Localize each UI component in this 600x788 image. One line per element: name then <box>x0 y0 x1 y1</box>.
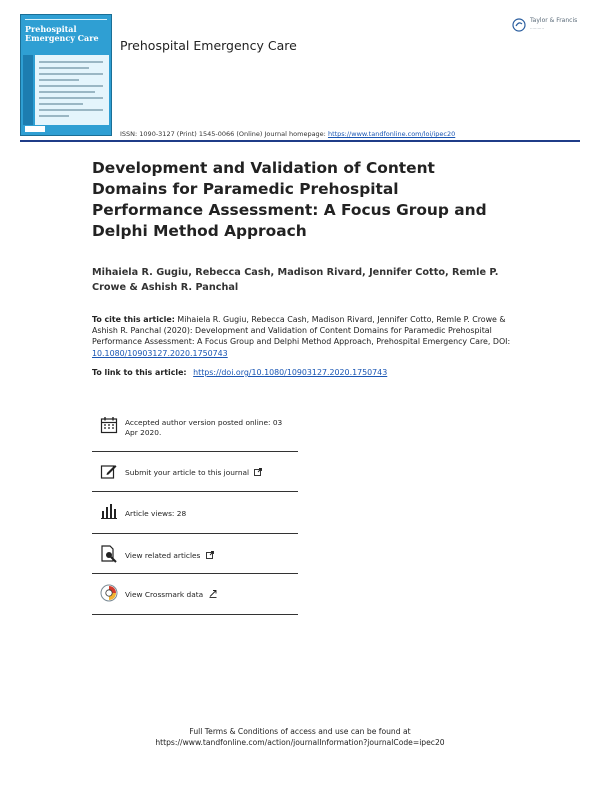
cover-title-line1: Prehospital <box>25 24 77 34</box>
article-info-list <box>92 408 298 615</box>
edit-icon <box>100 462 118 480</box>
related-articles-link[interactable] <box>125 551 297 561</box>
list-item-accepted <box>92 408 298 452</box>
cover-top-rule <box>25 19 107 23</box>
external-link-icon <box>254 468 262 476</box>
header-divider <box>20 140 580 142</box>
footer-terms-url[interactable]: https://www.tandfonline.com/action/journalInformation?journalCode=ipec20 <box>155 738 445 747</box>
list-item-related[interactable] <box>92 534 298 574</box>
cover-publisher-mark <box>25 126 45 132</box>
crossmark-label: View Crossmark data <box>125 590 204 599</box>
submit-article-link[interactable] <box>125 468 297 478</box>
footer <box>0 726 600 748</box>
related-articles-label: View related articles <box>125 551 201 560</box>
article-link-line <box>92 368 387 377</box>
citation-text: Mihaiela R. Gugiu, Rebecca Cash, Madison Rivard, Jennifer Cotto, Remle P. Crowe & Ashish R. Panchal (2020): Development and Validation of Content Domains for Paramedic Prehospital Performance Assessment: A Focus Group and Delphi Method Approach, Prehospital Emergency Care, DOI: <box>92 315 511 347</box>
article-authors: Mihaiela R. Gugiu, Rebecca Cash, Madison Rivard, Jennifer Cotto, Remle P. Crowe & Ashish R. Panchal <box>92 267 499 293</box>
crossmark-link[interactable] <box>125 590 297 600</box>
article-doi-url[interactable]: https://doi.org/10.1080/10903127.2020.1750743 <box>193 368 388 377</box>
cover-sidebar <box>23 55 33 125</box>
citation-block <box>92 314 512 359</box>
crossmark-icon <box>100 584 118 602</box>
journal-homepage-link[interactable]: https://www.tandfonline.com/loi/ipec20 <box>327 130 456 138</box>
cover-title-line2: Emergency Care <box>25 33 99 43</box>
publisher-logo-tagline: ··········· <box>530 26 544 31</box>
article-title: Development and Validation of Content Domains for Paramedic Prehospital Performance Assessment: A Focus Group and Delphi Method Approach <box>92 159 487 240</box>
article-views-text: Article views: 28 <box>125 509 187 518</box>
external-link-icon <box>209 590 217 598</box>
citation-label: To cite this article: <box>92 315 175 324</box>
list-item-crossmark[interactable] <box>92 574 298 615</box>
footer-terms-text: Full Terms & Conditions of access and use can be found at <box>189 727 411 736</box>
publisher-logo-text: Taylor & Francis <box>530 17 578 24</box>
article-link-label: To link to this article: <box>92 368 187 377</box>
citation-doi-link[interactable]: 10.1080/10903127.2020.1750743 <box>92 348 228 358</box>
list-item-views <box>92 492 298 534</box>
publisher-logo-icon <box>512 18 526 32</box>
calendar-icon <box>100 416 118 434</box>
external-link-icon <box>206 551 214 559</box>
publisher-logo[interactable] <box>512 16 584 38</box>
submit-article-label: Submit your article to this journal <box>125 468 250 477</box>
accepted-date-text: Accepted author version posted online: 03 Apr 2020. <box>125 418 283 437</box>
cover-title <box>25 25 109 43</box>
list-item-submit[interactable] <box>92 452 298 492</box>
search-document-icon <box>100 545 118 563</box>
bar-chart-icon <box>100 502 118 520</box>
issn-text: ISSN: 1090-3127 (Print) 1545-0066 (Online) Journal homepage: <box>120 130 326 138</box>
issn-line <box>120 130 455 138</box>
cover-content-block <box>35 55 109 125</box>
journal-name[interactable]: Prehospital Emergency Care <box>120 38 297 53</box>
journal-cover[interactable] <box>20 14 112 136</box>
